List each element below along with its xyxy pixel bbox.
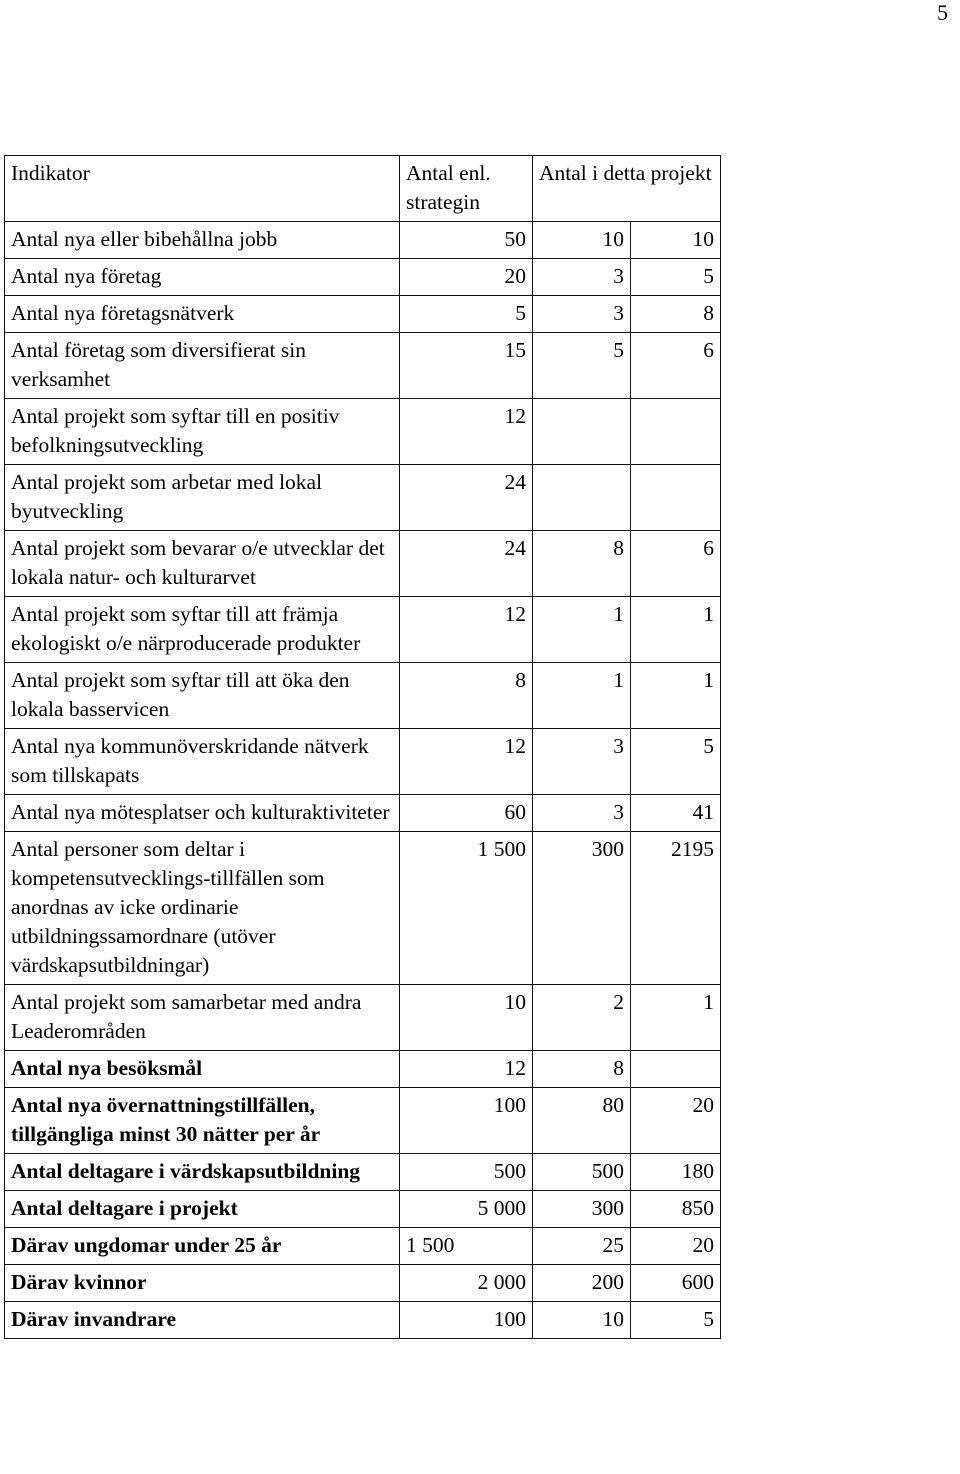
project-outcome-value: 180	[631, 1154, 721, 1191]
project-outcome-value: 1	[631, 663, 721, 729]
indicator-label: Antal nya övernattningstillfällen, tillgängliga minst 30 nätter per år	[5, 1088, 400, 1154]
table-row	[5, 296, 721, 333]
strategy-value: 12	[400, 399, 533, 465]
project-outcome-value: 5	[631, 1302, 721, 1339]
indicator-label: Antal projekt som syftar till att främja ekologiskt o/e närproducerade produkter	[5, 597, 400, 663]
table-row	[5, 597, 721, 663]
table-row	[5, 1051, 721, 1088]
table-header-row	[5, 156, 721, 222]
strategy-value: 24	[400, 465, 533, 531]
project-value: 300	[533, 832, 631, 985]
table-row	[5, 1228, 721, 1265]
table-row	[5, 1265, 721, 1302]
project-value: 10	[533, 222, 631, 259]
table-row	[5, 259, 721, 296]
table-row	[5, 1154, 721, 1191]
project-value: 3	[533, 795, 631, 832]
strategy-value: 20	[400, 259, 533, 296]
project-outcome-value: 2195	[631, 832, 721, 985]
indicator-label: Antal deltagare i projekt	[5, 1191, 400, 1228]
strategy-value: 100	[400, 1088, 533, 1154]
project-value: 200	[533, 1265, 631, 1302]
project-outcome-value: 850	[631, 1191, 721, 1228]
project-outcome-value	[631, 399, 721, 465]
project-value: 1	[533, 663, 631, 729]
project-value: 3	[533, 296, 631, 333]
project-outcome-value: 20	[631, 1228, 721, 1265]
project-outcome-value: 8	[631, 296, 721, 333]
strategy-value: 5	[400, 296, 533, 333]
strategy-value: 12	[400, 597, 533, 663]
indicator-label: Antal nya besöksmål	[5, 1051, 400, 1088]
project-outcome-value	[631, 465, 721, 531]
indicator-label: Antal personer som deltar i kompetensutvecklings-tillfällen som anordnas av icke ordinarie utbildningssamordnare (utöver värdskapsutbildningar)	[5, 832, 400, 985]
table-row	[5, 333, 721, 399]
indicator-label: Därav ungdomar under 25 år	[5, 1228, 400, 1265]
project-outcome-value: 6	[631, 333, 721, 399]
project-value: 3	[533, 259, 631, 296]
strategy-value: 500	[400, 1154, 533, 1191]
indicator-label: Antal nya företagsnätverk	[5, 296, 400, 333]
table-row	[5, 465, 721, 531]
table-row	[5, 222, 721, 259]
strategy-value: 100	[400, 1302, 533, 1339]
header-strategy: Antal enl. strategin	[400, 156, 533, 222]
project-value	[533, 399, 631, 465]
project-outcome-value: 10	[631, 222, 721, 259]
project-outcome-value: 1	[631, 985, 721, 1051]
project-value: 3	[533, 729, 631, 795]
table-row	[5, 1302, 721, 1339]
strategy-value: 24	[400, 531, 533, 597]
project-value: 8	[533, 531, 631, 597]
project-outcome-value: 5	[631, 259, 721, 296]
indicator-label: Antal företag som diversifierat sin verksamhet	[5, 333, 400, 399]
indicator-label: Antal deltagare i värdskapsutbildning	[5, 1154, 400, 1191]
strategy-value: 60	[400, 795, 533, 832]
project-outcome-value: 1	[631, 597, 721, 663]
indicator-label: Antal projekt som arbetar med lokal byutveckling	[5, 465, 400, 531]
strategy-value: 12	[400, 1051, 533, 1088]
page-number: 5	[937, 0, 948, 25]
indicator-label: Därav invandrare	[5, 1302, 400, 1339]
strategy-value: 1 500	[400, 1228, 533, 1265]
indicator-label: Antal projekt som samarbetar med andra Leaderområden	[5, 985, 400, 1051]
table-row	[5, 795, 721, 832]
project-outcome-value	[631, 1051, 721, 1088]
indicator-label: Antal projekt som syftar till att öka den lokala basservicen	[5, 663, 400, 729]
project-value: 300	[533, 1191, 631, 1228]
project-value: 10	[533, 1302, 631, 1339]
strategy-value: 10	[400, 985, 533, 1051]
header-project: Antal i detta projekt	[533, 156, 721, 222]
indicator-label: Antal projekt som bevarar o/e utvecklar det lokala natur- och kulturarvet	[5, 531, 400, 597]
project-value: 80	[533, 1088, 631, 1154]
indicator-label: Antal projekt som syftar till en positiv befolkningsutveckling	[5, 399, 400, 465]
table-row	[5, 1088, 721, 1154]
project-outcome-value: 20	[631, 1088, 721, 1154]
strategy-value: 15	[400, 333, 533, 399]
table-row	[5, 531, 721, 597]
project-value	[533, 465, 631, 531]
project-outcome-value: 5	[631, 729, 721, 795]
table-row	[5, 832, 721, 985]
strategy-value: 8	[400, 663, 533, 729]
project-value: 25	[533, 1228, 631, 1265]
table-row	[5, 663, 721, 729]
project-outcome-value: 41	[631, 795, 721, 832]
indicator-label: Antal nya företag	[5, 259, 400, 296]
header-indicator: Indikator	[5, 156, 400, 222]
indicator-label: Antal nya mötesplatser och kulturaktiviteter	[5, 795, 400, 832]
table-row	[5, 985, 721, 1051]
table-row	[5, 399, 721, 465]
strategy-value: 12	[400, 729, 533, 795]
strategy-value: 1 500	[400, 832, 533, 985]
indicator-label: Därav kvinnor	[5, 1265, 400, 1302]
project-outcome-value: 600	[631, 1265, 721, 1302]
strategy-value: 2 000	[400, 1265, 533, 1302]
project-value: 2	[533, 985, 631, 1051]
table-row	[5, 729, 721, 795]
strategy-value: 5 000	[400, 1191, 533, 1228]
project-value: 5	[533, 333, 631, 399]
indicator-table	[4, 155, 721, 1339]
table-row	[5, 1191, 721, 1228]
project-value: 8	[533, 1051, 631, 1088]
indicator-label: Antal nya eller bibehållna jobb	[5, 222, 400, 259]
project-outcome-value: 6	[631, 531, 721, 597]
strategy-value: 50	[400, 222, 533, 259]
project-value: 500	[533, 1154, 631, 1191]
project-value: 1	[533, 597, 631, 663]
indicator-label: Antal nya kommunöverskridande nätverk som tillskapats	[5, 729, 400, 795]
